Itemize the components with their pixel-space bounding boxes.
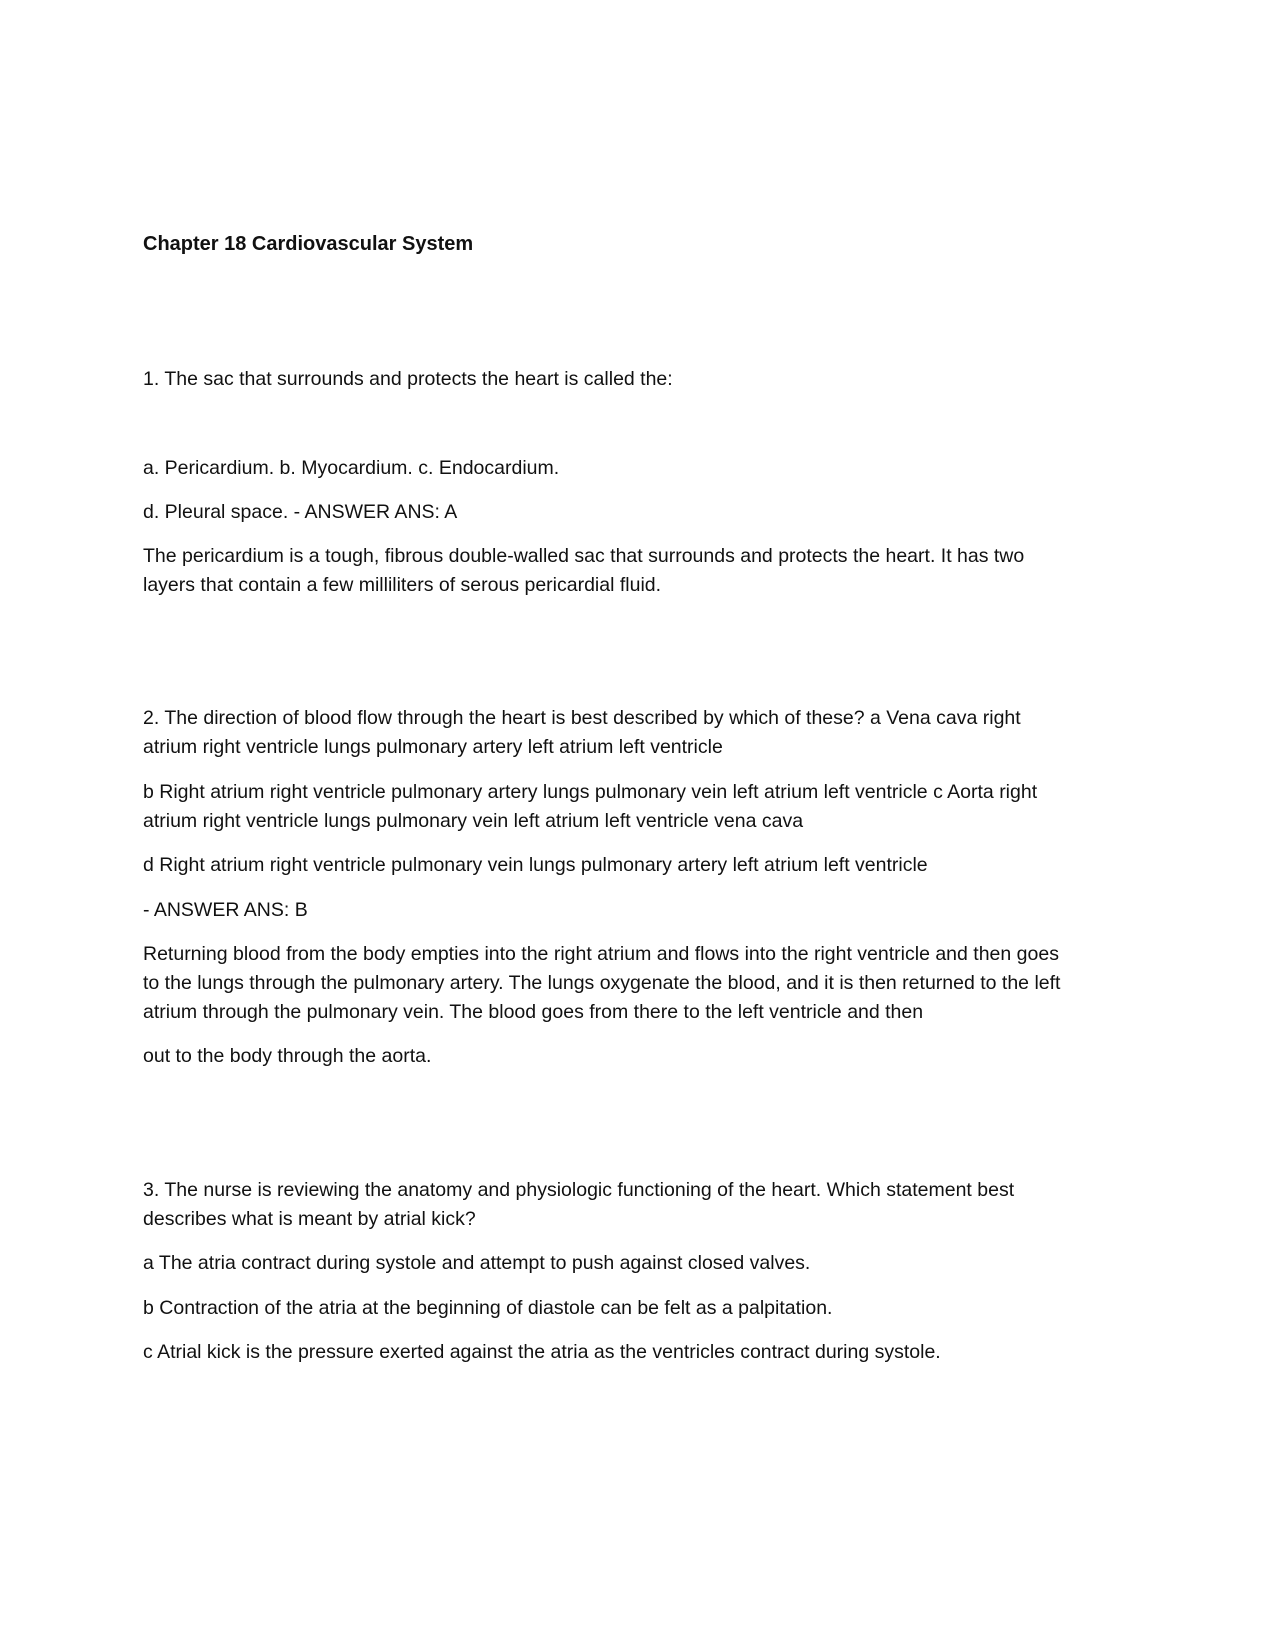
question-2-explanation-end: out to the body through the aorta. — [143, 1045, 432, 1067]
question-3-text: 3. The nurse is reviewing the anatomy and physiologic functioning of the heart. Which statement best describes what is meant by atrial kick? — [143, 1179, 1015, 1230]
question-3-option-c: c Atrial kick is the pressure exerted against the atria as the ventricles contract during systole. — [143, 1341, 941, 1363]
question-1-options-line-2: d. Pleural space. - ANSWER ANS: A — [143, 501, 458, 523]
question-2-option-d: d Right atrium right ventricle pulmonary vein lungs pulmonary artery left atrium left ventricle — [143, 854, 928, 876]
question-2-explanation: Returning blood from the body empties into the right atrium and flows into the right ventricle and then goes to the lungs through the pulmonary artery. The lungs oxygenate the blood, and it is then returned to the left atrium through the pulmonary vein. The blood goes from there to the left ventricle and then — [143, 943, 1061, 1023]
question-2-options-b-c: b Right atrium right ventricle pulmonary artery lungs pulmonary vein left atrium left ventricle c Aorta right atrium right ventricle lungs pulmonary vein left atrium left ventricle vena cava — [143, 781, 1038, 832]
question-3-option-b: b Contraction of the atria at the beginning of diastole can be felt as a palpitation. — [143, 1297, 833, 1319]
question-1-text: 1. The sac that surrounds and protects the heart is called the: — [143, 368, 673, 390]
question-3-option-a: a The atria contract during systole and attempt to push against closed valves. — [143, 1252, 811, 1274]
question-2-answer: - ANSWER ANS: B — [143, 899, 308, 921]
chapter-title: Chapter 18 Cardiovascular System — [143, 233, 474, 255]
question-1-options-line-1: a. Pericardium. b. Myocardium. c. Endocardium. — [143, 457, 560, 479]
question-2-text: 2. The direction of blood flow through the heart is best described by which of these? a Vena cava right atrium right ventricle lungs pulmonary artery left atrium left ventricle — [143, 707, 1021, 758]
question-1-explanation: The pericardium is a tough, fibrous double-walled sac that surrounds and protects the heart. It has two layers that contain a few milliliters of serous pericardial fluid. — [143, 545, 1025, 596]
